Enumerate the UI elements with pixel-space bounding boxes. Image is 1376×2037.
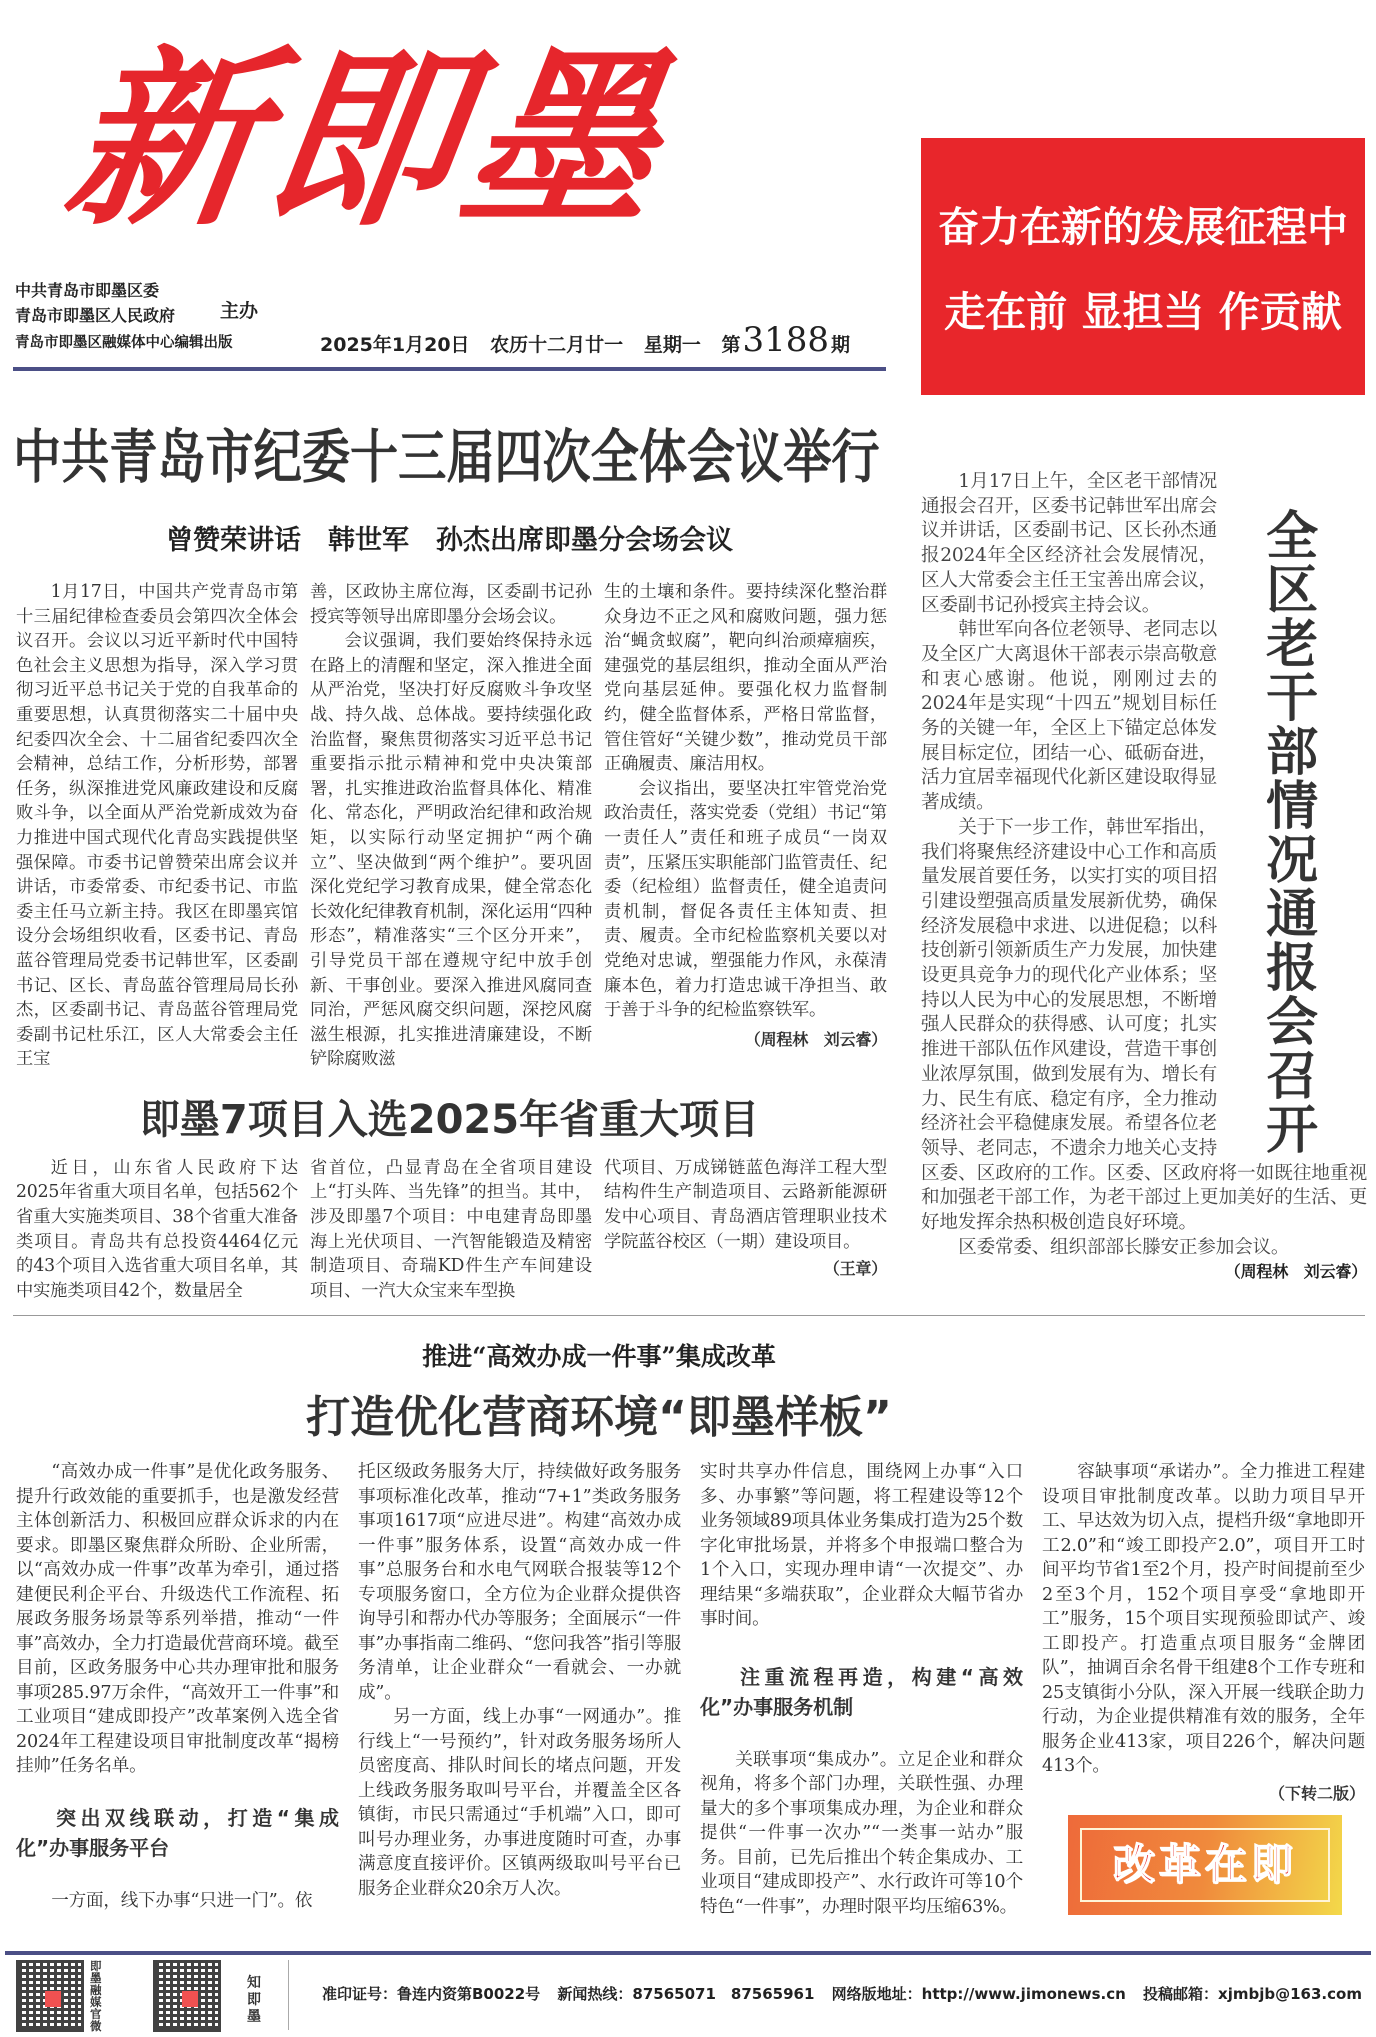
bottom-column-2: [358, 1460, 681, 1901]
bottom-kicker: 推进“高效办成一件事”集成改革: [422, 1342, 776, 1372]
lead-headline[interactable]: 中共青岛市纪委十三届四次全体会议举行: [13, 423, 880, 491]
host-org-2: 青岛市即墨区人民政府: [15, 306, 176, 325]
second-column-3: [604, 1156, 887, 1280]
continued-note: （下转二版）: [1268, 1783, 1365, 1803]
paragraph: 区委常委、组织部部长滕安正参加会议。: [958, 1236, 1290, 1258]
paragraph: “高效办成一件事”是优化政务服务、提升行政效能的重要抓手，也是激发经营主体创新活力、积极回应群众诉求的内在要求。即墨区聚焦群众所盼、企业所需，以“高效办成一件事”改革为牵引，通过搭建便民利企平台、升级迭代工作流程、拓展政务服务场景等系列举措，推动“一件事”高效办，全力打造最优营商环境。截至目前，区政务服务中心共办理审批和服务事项285.97万余件，“高效开工一件事”和工业项目“建成即投产”改革案例入选全省2024年工程建设项目审批制度改革“揭榜挂帅”任务名单。: [16, 1462, 339, 1777]
footer-info: [322, 1983, 1374, 2004]
qr-code-icon[interactable]: [16, 1960, 84, 2032]
paragraph: 生的土壤和条件。要持续深化整治群众身边不正之风和腐败问题，强力惩治“蝇贪蚁腐”，靶向纠治顽瘴痼疾，建强党的基层组织，推动全面从严治党向基层延伸。要强化权力监督制约，健全监督体系，严格日常监督，管住管好“关键少数”，推动党员干部正确履责、廉洁用权。: [604, 582, 887, 775]
lunar-date: 农历十二月廿一: [490, 334, 624, 356]
title-char: 老: [1266, 614, 1318, 675]
issue-number: 第3188 期: [721, 320, 851, 360]
paragraph: 实时共享办件信息，围绕网上办事“入口多、办事繁”等问题，将工程建设等12个业务领域89项具体业务集成打造为25个数字化审批场景，并将多个申报端口整合为1个入口，实现办理申请“一次提交”、办理结果“多端获取”，企业群众大幅节省办事时间。: [700, 1462, 1023, 1630]
weekday: 星期一: [643, 334, 701, 356]
right-article: [921, 470, 1367, 1283]
second-columns: [13, 1156, 893, 1304]
section-divider: [13, 1315, 1365, 1316]
second-headline[interactable]: 即墨7项目入选2025年省重大项目: [139, 1096, 760, 1143]
footer-rule: [5, 1951, 1371, 1955]
bottom-column-1: [16, 1460, 339, 1913]
reform-promo-label: 改革在即: [1112, 1839, 1297, 1889]
title-char: 开: [1266, 1100, 1318, 1161]
paragraph: 省首位，凸显青岛在全省项目建设上“打头阵、当先锋”的担当。其中，涉及即墨7个项目：中电建青岛即墨海上光伏项目、一汽智能锻造及精密制造项目、奇瑞KD件生产车间建设项目、一汽大众宝来车型换: [310, 1157, 592, 1301]
section-subhead: 注重流程再造，构建“高效化”办事服务机制: [700, 1664, 1023, 1719]
host-label: 主办: [220, 300, 259, 322]
paragraph: 容缺事项“承诺办”。全力推进工程建设项目审批制度改革。以助力项目早开工、早达效为切入点，提档升级“拿地即开工2.0”和“竣工即投产2.0”，项目开工时间平均节省1至2个月，投产时间提前至少2至3个月，152个项目享受“拿地即开工”服务，15个项目实现预验即试产、竣工即投产。打造重点项目服务“金牌团队”，抽调百余名骨干组建8个工作专班和25支镇街小分队，深入开展一线联企助力行动，为企业提供精准有效的服务，全年服务企业413家，项目226个，解决问题413个。: [1042, 1462, 1365, 1777]
lead-columns: [13, 580, 893, 1072]
paragraph: 代项目、万成锑链蓝色海洋工程大型结构件生产制造项目、云路新能源研发中心项目、青岛酒店管理职业技术学院蓝谷校区（一期）建设项目。: [604, 1157, 887, 1252]
qr1-label: 即墨融媒官微: [90, 1959, 102, 2033]
title-char: 会: [1266, 992, 1318, 1053]
title-char: 况: [1266, 830, 1318, 891]
slogan-line-1: 奋力在新的发展征程中: [938, 203, 1348, 251]
lead-column-1: [16, 580, 298, 1072]
title-char: 区: [1266, 560, 1318, 621]
second-byline: （王章）: [823, 1259, 887, 1279]
issue-date: 2025年1月20日: [320, 334, 470, 356]
title-char: 报: [1266, 938, 1318, 999]
paragraph: 韩世军向各位老领导、老同志以及全区广大离退休干部表示崇高敬意和衷心感谢。他说，刚刚过去的2024年是实现“十四五”规划目标任务的关键一年，全区上下锚定总体发展目标定位，团结一心、砥砺奋进，活力宜居幸福现代化新区建设取得显著成绩。: [921, 619, 1217, 814]
header-rule: [13, 367, 886, 371]
lead-column-3: [604, 580, 887, 1051]
masthead-logo: 新即墨: [54, 28, 680, 251]
bottom-headline[interactable]: 打造优化营商环境“即墨样板”: [306, 1392, 892, 1444]
publisher: 青岛市即墨区融媒体中心编辑出版: [15, 335, 233, 351]
qr2-label: 知即墨: [247, 1975, 261, 2025]
news-hotline: 新闻热线：87565071 87565961: [557, 1985, 815, 2003]
footer-divider: [288, 1960, 289, 2030]
left-section: [13, 420, 893, 1303]
second-column-2: [310, 1156, 592, 1304]
paragraph: 关联事项“集成办”。立足企业和群众视角，将多个部门办理，关联性强、办理量大的多个事项集成办理，为企业和群众提供“一件事一次办”“一类事一站办”服务。目前，已先后推出个转企集成办、工业项目“建成即投产”、水行政许可等10个特色“一件事”，办理时限平均压缩63%。: [700, 1749, 1023, 1917]
paragraph: 会议指出，要坚决扛牢管党治党政治责任，落实党委（党组）书记“第一责任人”责任和班子成员“一岗双责”，压紧压实职能部门监管责任、纪委（纪检组）监督责任，健全追责问责机制，督促各责任主体知责、担责、履责。全市纪检监察机关要以对党绝对忠诚，塑强能力作风，永葆清廉本色，着力打造忠诚干净担当、敢于善于斗争的纪检监察铁军。: [604, 778, 887, 1021]
paragraph: 1月17日上午，全区老干部情况通报会召开，区委书记韩世军出席会议并讲话，区委副书记、区长孙杰通报2024年全区经济社会发展情况，区人大常委会主任王宝善出席会议，区委副书记孙授宾主持会议。: [921, 471, 1217, 616]
section-subhead: 突出双线联动，打造“集成化”办事服务平台: [16, 1805, 339, 1860]
title-char: 召: [1266, 1046, 1318, 1107]
paragraph: 关于下一步工作，韩世军指出，我们将聚焦经济建设中心工作和高质量发展首要任务，以实打实的项目招引建设塑强高质量发展新优势，确保经济发展稳中求进、以进促稳；以科技创新引领新质生产力发展，加快建设更具竞争力的现代化产业体系；坚持以人民为中心的发展思想，不断增强人民群众的获得感、认可度；扎实推进干部队伍作风建设，营造干事创业浓厚氛围，做到发展有为、增长有力、民生有底、稳定有序，全力推动经济社会平稳健康发展。希望各位老领导、老同志，不遗余力地关心支持区委、区政府的工作。区委、区政府将一如既往地重视和加强老干部工作，为老干部过上更加美好的生活、更好地发挥余热积极创造良好环境。: [921, 816, 1367, 1234]
reform-promo-badge[interactable]: [1068, 1815, 1342, 1915]
page-body: [13, 420, 1365, 1919]
website-link[interactable]: 网络版地址：http://www.jimonews.cn: [831, 1985, 1126, 2003]
lead-column-2: [310, 580, 592, 1072]
paragraph: 近日，山东省人民政府下达2025年省重大项目名单，包括562个省重大实施类项目、38个省重大准备类项目。青岛共有总投资4464亿元的43个项目入选省重大项目名单，其中实施类项目42个，数量居全: [16, 1157, 298, 1301]
right-section: [921, 420, 1367, 1283]
title-char: 通: [1266, 884, 1318, 945]
right-byline: （周程林 刘云睿）: [1224, 1261, 1367, 1281]
right-article-vertical-title[interactable]: [1217, 506, 1367, 1161]
bottom-column-4: [1042, 1460, 1365, 1915]
bottom-columns: [13, 1460, 1365, 1919]
dateline: [320, 320, 850, 360]
lead-byline: （周程林 刘云睿）: [744, 1029, 887, 1049]
lead-subhead: 曾赞荣讲话 韩世军 孙杰出席即墨分会场会议: [166, 525, 733, 556]
top-section: [13, 420, 1365, 1303]
host-org-1: 中共青岛市即墨区委: [15, 281, 160, 300]
submission-email[interactable]: 投稿邮箱：xjmbjb@163.com: [1143, 1985, 1362, 2003]
bottom-column-3: [700, 1460, 1023, 1919]
second-column-1: [16, 1156, 298, 1304]
slogan-banner: [921, 138, 1365, 395]
paragraph: 另一方面，线上办事“一网通办”。推行线上“一号预约”，针对政务服务场所人员密度高、排队时间长的堵点问题，开发上线政务服务取叫号平台，并覆盖全区各镇街，市民只需通过“手机端”入口，即可叫号办理业务，办事进度随时可查，办事满意度直接评价。区镇两级取叫号平台已服务企业群众20余万人次。: [358, 1707, 681, 1899]
title-char: 干: [1266, 668, 1318, 729]
paragraph: 会议强调，我们要始终保持永远在路上的清醒和坚定，深入推进全面从严治党，坚决打好反腐败斗争攻坚战、持久战、总体战。要持续强化政治监督，聚焦贯彻落实习近平总书记重要指示批示精神和党中央决策部署，扎实推进政治监督具体化、精准化、常态化，严明政治纪律和政治规矩，以实际行动坚定拥护“两个确立”、坚决做到“两个维护”。要巩固深化党纪学习教育成果，健全常态化长效化纪律教育机制，深化运用“四种形态”，精准落实“三个区分开来”，引导党员干部在遵规守纪中放手创新、干事创业。要深入推进风腐同查同治，严惩风腐交织问题，深挖风腐滋生根源，扎实推进清廉建设，不断铲除腐败滋: [310, 631, 592, 1070]
paragraph: 1月17日，中国共产党青岛市第十三届纪律检查委员会第四次全体会议召开。会议以习近平新时代中国特色社会主义思想为指导，深入学习贯彻习近平总书记关于党的自我革命的重要思想，认真贯彻落实二十届中央纪委四次全会、十二届省纪委四次全会精神，总结工作，分析形势，部署任务，纵深推进党风廉政建设和反腐败斗争，以全面从严治党新成效为奋力推进中国式现代化青岛实践提供坚强保障。市委书记曾赞荣出席会议并讲话，市委常委、市纪委书记、市监委主任马立新主持。我区在即墨宾馆设分会场组织收看，区委书记、青岛蓝谷管理局党委书记韩世军，区委副书记、区长、青岛蓝谷管理局局长孙杰，区委副书记、青岛蓝谷管理局党委副书记杜乐江，区人大常委会主任王宝: [16, 582, 298, 1070]
title-char: 情: [1266, 776, 1318, 837]
title-char: 部: [1266, 722, 1318, 783]
paragraph: 一方面，线下办事“只进一门”。依: [51, 1890, 313, 1911]
title-char: 全: [1266, 506, 1318, 567]
paragraph: 善，区政协主席位海，区委副书记孙授宾等领导出席即墨分会场会议。: [310, 582, 592, 627]
paragraph: 托区级政务服务大厅，持续做好政务服务事项标准化改革，推动“7+1”类政务服务事项1617项“应进尽进”。构建“高效办成一件事”服务体系，设置“高效办成一件事”总服务台和水电气网联合报装等12个专项服务窗口，全方位为企业群众提供咨询导引和帮办代办等服务；全面展示“一件事”办事指南二维码、“您问我答”指引等服务清单，让企业群众“一看就会、一办就成”。: [358, 1462, 681, 1703]
permit-number: 准印证号：鲁连内资第B0022号: [322, 1985, 541, 2003]
slogan-line-2: 走在前 显担当 作贡献: [944, 288, 1342, 336]
qr-code-icon[interactable]: [153, 1960, 221, 2032]
